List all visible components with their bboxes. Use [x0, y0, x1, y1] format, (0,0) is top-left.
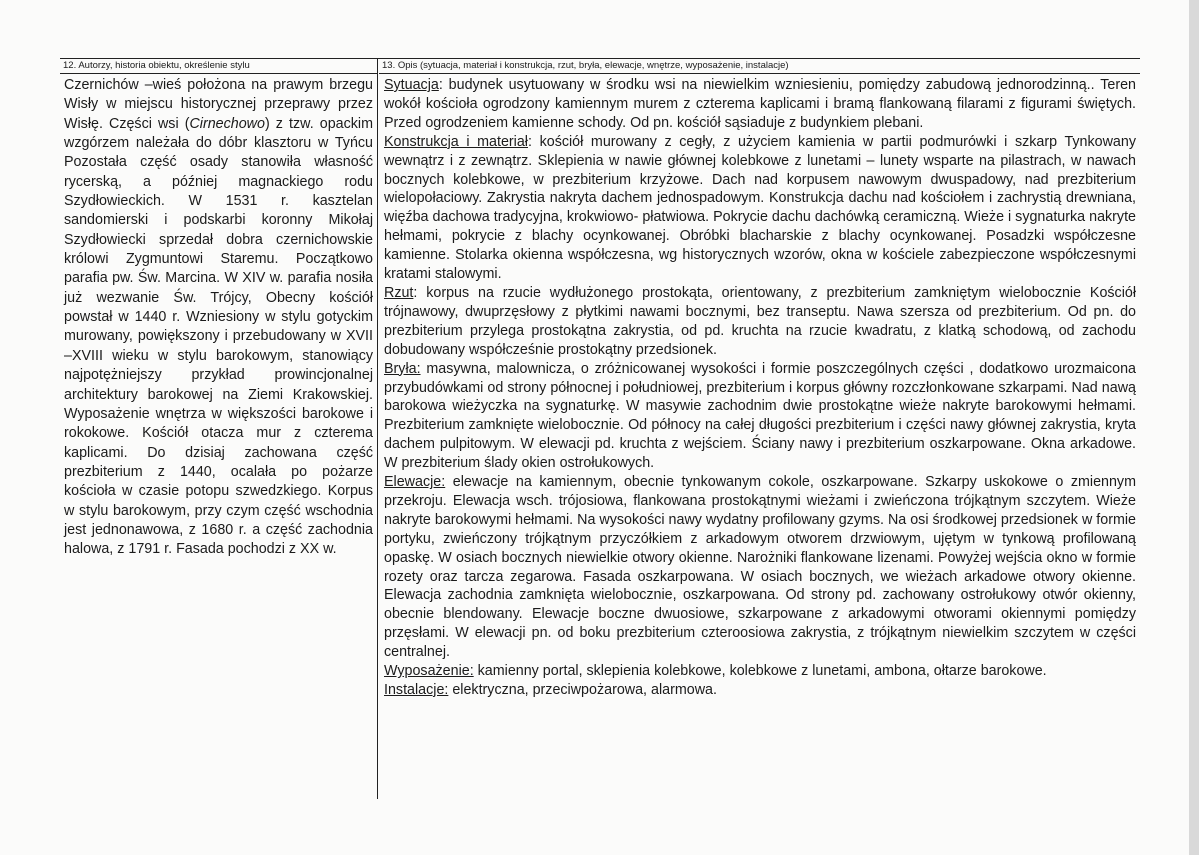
section-label: Wyposażenie:	[384, 663, 474, 680]
section-text: : kościół murowany z cegły, z użyciem kamienia w partii podmurówki i szkarp Tynkowany wewnątrz i z zewnątrz. Sklepienia w nawie głównej kolebkowe z lunetami – lunety wsparte na pilastrach, w nawach bocznych kolebkowe, w prezbiterium krzyżowe. Dach nad korpusem nawowym dwuspadowy, nad prezbiterium wielopołaciowy. Zakrystia nakryta dachem jednospadowym. Konstrukcja dachu nad kościołem i zachrystią drewniana, więźba dachowa tradycyjna, krokwiowo- płatwiowa. Pokrycie dachu dachówką ceramiczną. Wieże i sygnaturka nakryte hełmami, pokrycie z blachy ocynkowanej. Obróbki blacharskie z blachy ocynkowanej. Posadzki współczesne kamienne. Stolarka okienna współczesna, wg historycznych wzorów, okna w kościele zabezpieczone współczesnymi kratami stalowymi.	[384, 133, 1136, 283]
section-plan	[384, 284, 1136, 360]
section-label: Elewacje:	[384, 474, 446, 491]
history-text-part2: ) z tzw. opackim wzgórzem należała do dóbr klasztoru w Tyńcu Pozostała część osady stanowiła własność rycerską, a później magnackiego rodu Szydłowieckich. W 1531 r. kasztelan sandomierski i podskarbi koronny Mikołaj Szydłowiecki sprzedał dobra czernichowskie królowi Zygmuntowi Staremu. Początkowo parafia pw. Św. Marcina. W XIV w. parafia nosiła już wezwanie Św. Trójcy, Obecny kościół powstał w 1440 r. Wzniesiony w stylu gotyckim murowany, powiększony i przebudowany w XVII –XVIII wieku w stylu barokowym, stanowiący najpotężniejszy przykład prowincjonalnej architektury barokowej na Ziemi Krakowskiej. Wyposażenie wnętrza w większości barokowe i rokokowe. Kościół otacza mur z czterema kaplicami. Do dzisiaj zachowana część prezbiterium z 1440, ocalała po pożarze kościoła w czasie potopu szwedzkiego. Korpus w stylu barokowym, przy czym część wschodnia jest jednonawowa, z 1680 r. a część zachodnia halowa, z 1791 r. Fasada pochodzi z XX w.	[64, 115, 373, 558]
section-text: elektryczna, przeciwpożarowa, alarmowa.	[448, 682, 717, 698]
section-text: masywna, malownicza, o zróżnicowanej wysokości i formie poszczególnych części , dodatkowo urozmaicona przybudówkami od strony północnej i południowej, prezbiterium i korpus główny rozczłonkowane szkarpami. Nad nawą barokowa wieżyczka na sygnaturkę. W masywie zachodnim dwie prostokątne wieże nakryte barokowymi hełmami. Prezbiterium zamknięte wielobocznie. Od północy na całej długości prezbiterium i części nawy głównej zakrystia, kryta dachem pulpitowym. W elewacji pd. kruchta z wejściem. Ściany nawy i prezbiterium oszkarpowane. Okna arkadowe. W prezbiterium ślady okien ostrołukowych.	[384, 360, 1136, 472]
section-label: Rzut	[384, 284, 414, 301]
section-text: : budynek usytuowany w środku wsi na niewielkim wzniesieniu, pomiędzy zabudową jednorodzinną.. Teren wokół kościoła ogrodzony kamiennym murem z czterema kaplicami i bramą flankowaną filarami z figurami świętych. Przed ogrodzeniem kamienne schody. Od pn. kościół sąsiaduje z budynkiem plebani.	[384, 77, 1136, 131]
section-massing	[384, 360, 1136, 473]
section-text: : korpus na rzucie wydłużonego prostokąta, orientowany, z prezbiterium zamkniętym wielobocznie Kościół trójnawowy, dwuprzęsłowy z płytkimi nawami bocznymi, bez transeptu. Nawa szersza od prezbiterium. Od pn. do prezbiterium przylega prostokątna zakrystia, od pd. kruchta na rzucie kwadratu, z klatką schodową, od zachodu dobudowany współcześnie prostokątny przedsionek.	[384, 284, 1136, 358]
history-column	[60, 59, 378, 799]
section-label: Sytuacja	[384, 77, 439, 93]
form-sheet	[60, 58, 1140, 798]
section-label: Instalacje:	[384, 682, 449, 698]
description-column	[379, 59, 1140, 799]
description-text	[379, 74, 1140, 700]
section-text: kamienny portal, sklepienia kolebkowe, kolebkowe z lunetami, ambona, ołtarze barokowe.	[473, 663, 1047, 680]
section-construction	[384, 133, 1136, 284]
historic-name: Cirnechowo	[189, 115, 265, 132]
section-installations	[384, 681, 1136, 700]
history-heading: 12. Autorzy, historia obiektu, określenie stylu	[60, 59, 377, 74]
description-heading: 13. Opis (sytuacja, materiał i konstrukcja, rzut, bryła, elewacje, wnętrze, wyposażenie, instalacje)	[379, 59, 1140, 74]
section-label: Bryła:	[384, 360, 421, 377]
section-furnishing	[384, 662, 1136, 681]
history-text-part1: Czernichów –wieś położona na prawym brzegu Wisły w miejscu historycznej przeprawy przez Wisłę. Części wsi (	[64, 77, 373, 132]
section-situation	[384, 76, 1136, 133]
scan-edge	[1189, 0, 1199, 855]
history-text	[60, 74, 377, 560]
section-elevations	[384, 473, 1136, 662]
section-label: Konstrukcja i materiał	[384, 133, 528, 150]
section-text: elewacje na kamiennym, obecnie tynkowanym cokole, oszkarpowane. Szkarpy uskokowe o zmiennym przekroju. Elewacja wsch. trójosiowa, flankowana prostokątnymi wieżami i zwieńczona trójkątnym szczytem. Wieże nakryte barokowymi hełmami. Na wysokości nawy wydatny profilowany gzyms. Na osi środkowej przedsionek w formie portyku, zwieńczony trójkątnym przyczółkiem z arkadowym otworem drzwiowym, ujętym w tynkową profilowaną opaskę. W osiach bocznych niewielkie otwory okienne. Narożniki flankowane lizenami. Powyżej wejścia okno w formie rozety oraz tarcza zegarowa. Fasada oszkarpowana. W osiach bocznych, we wieżach arkadowe otwory okienne. Elewacja zachodnia zamknięta wielobocznie, oszkarpowana. Od strony pd. zachowany ostrołukowy otwór okienny, obecnie blendowany. Elewacje boczne dwuosiowe, szkarpowane z arkadowymi otworami okiennymi pomiędzy przęsłami. W elewacji pn. od boku prezbiterium czteroosiowa zakrystia, z trójkątnym niewielkim szczytem w części centralnej.	[384, 474, 1136, 661]
